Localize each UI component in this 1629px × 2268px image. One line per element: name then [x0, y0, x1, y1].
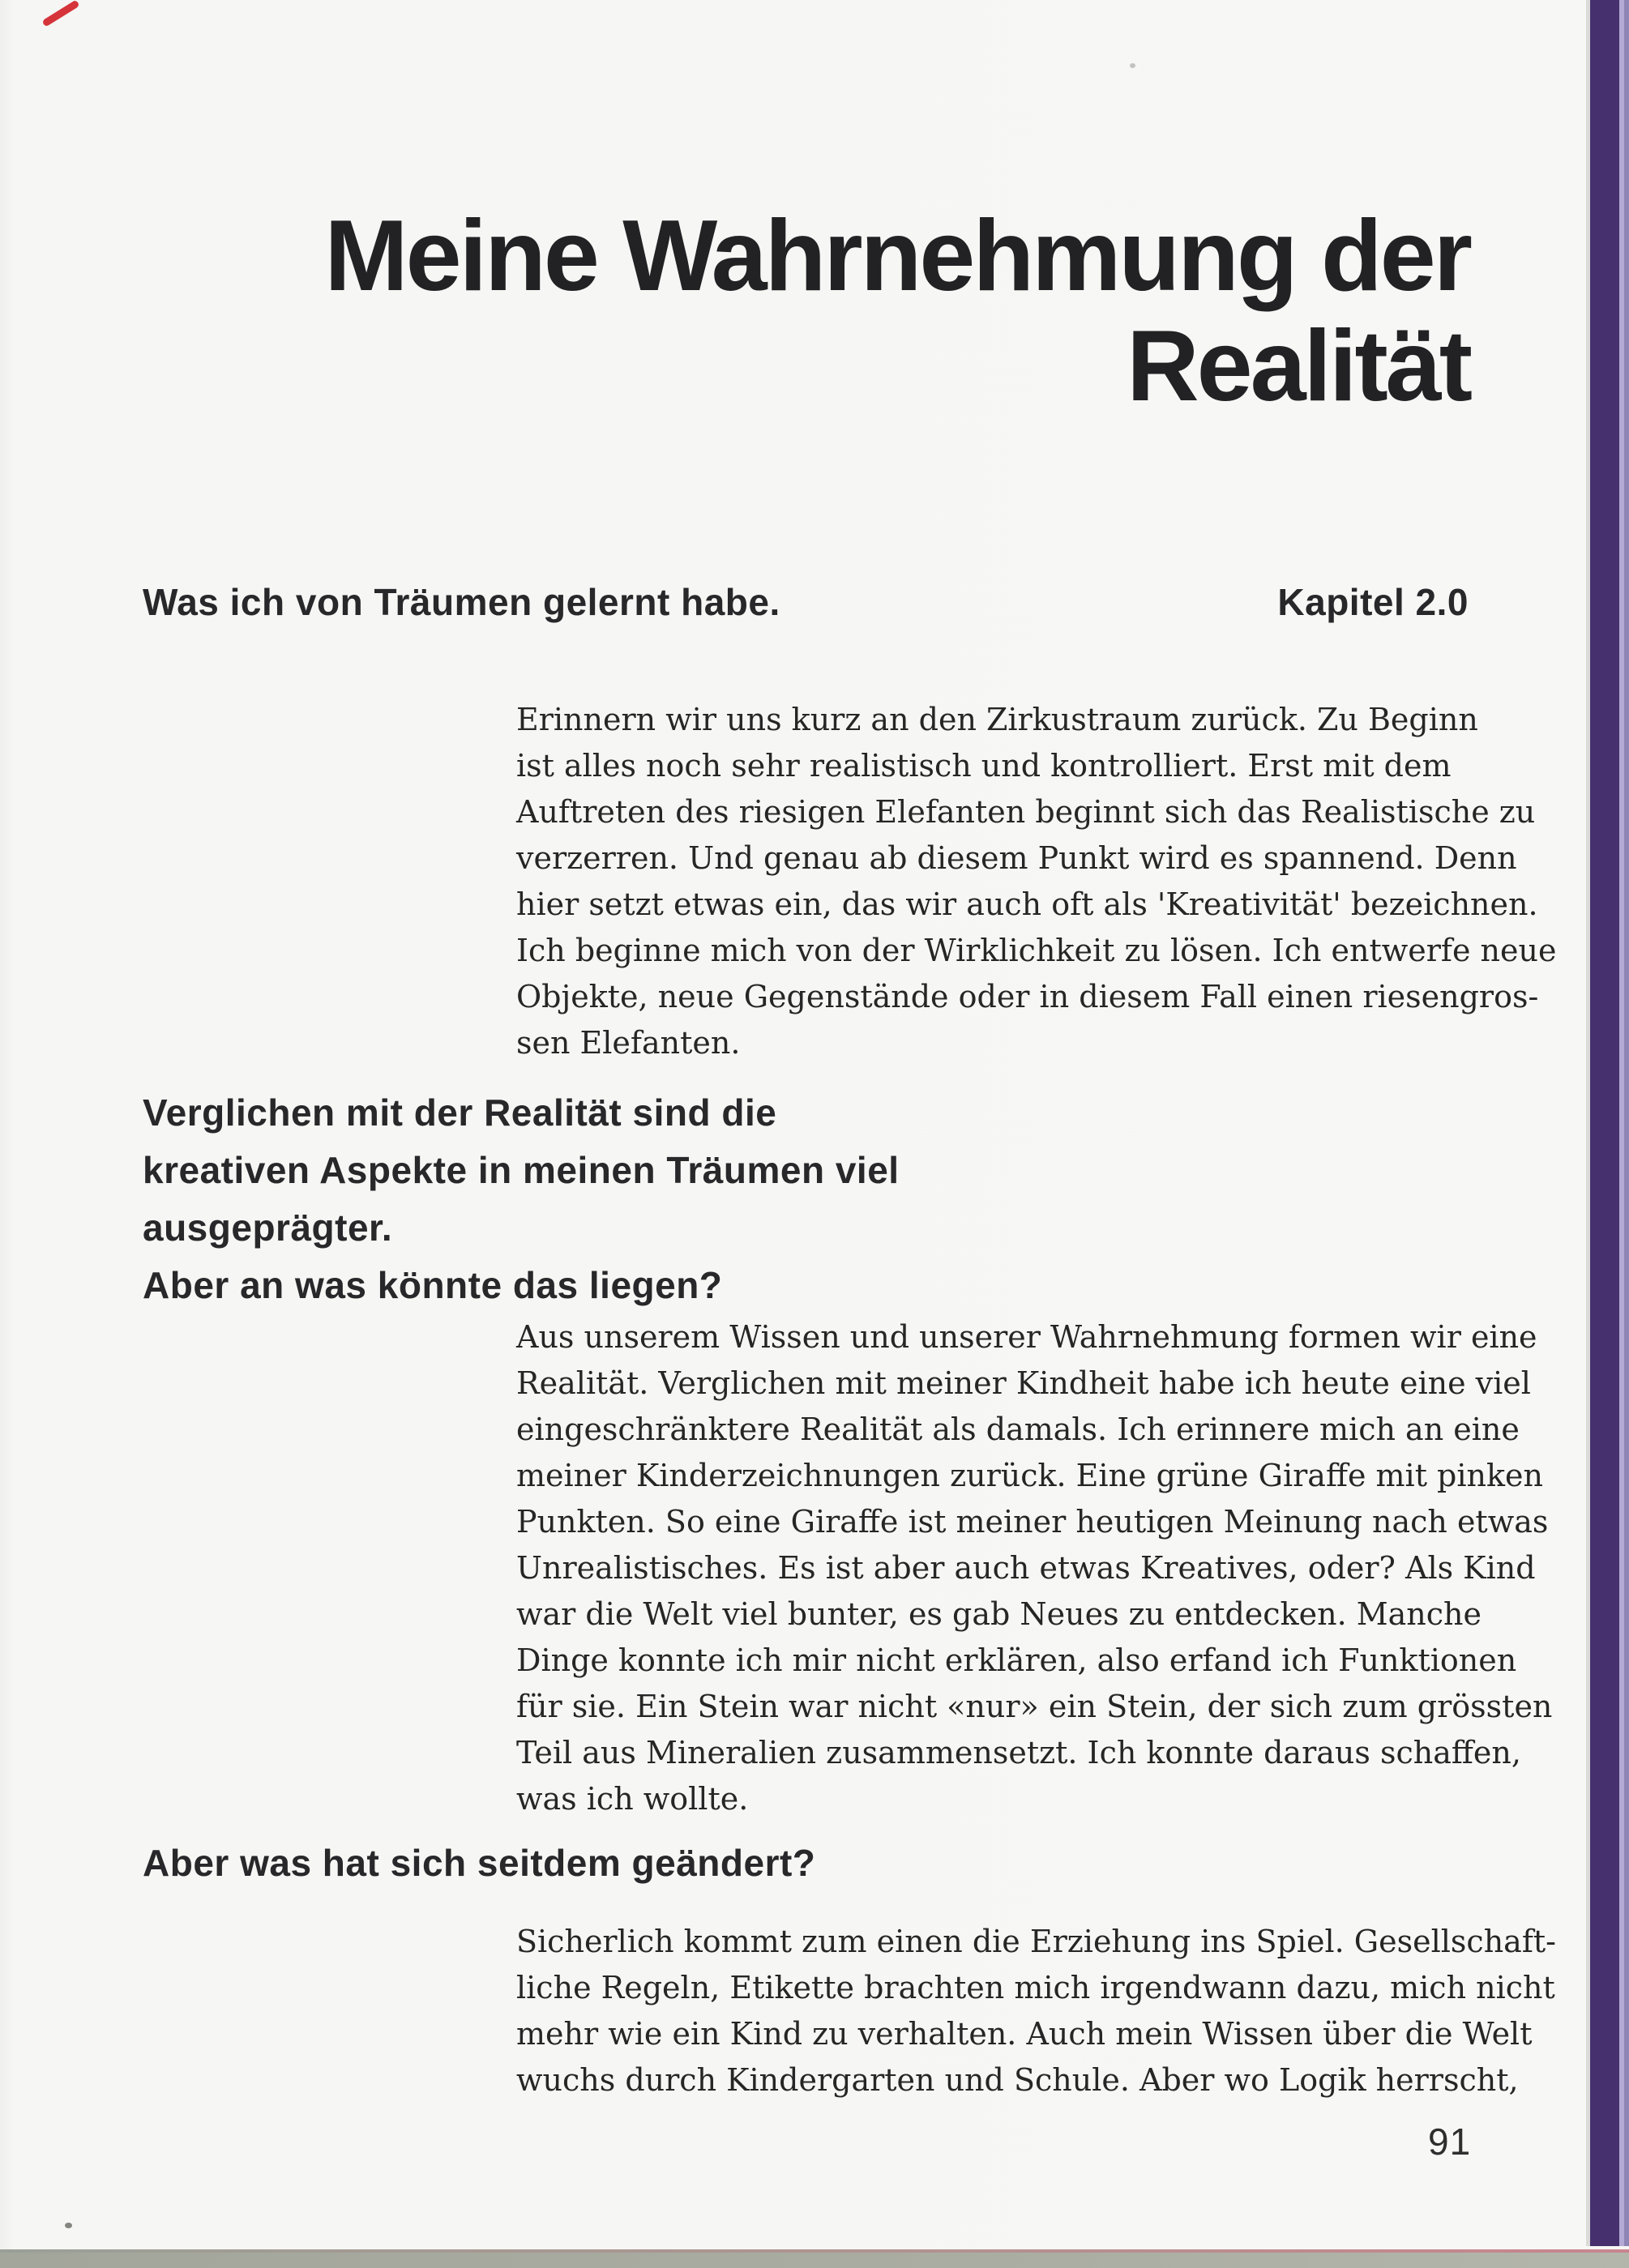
chapter-title [122, 201, 1470, 421]
text-line: Ich beginne mich von der Wirklichkeit zu lösen. Ich entwerfe neue [516, 933, 1557, 968]
text-line: Auftreten des riesigen Elefanten beginnt sich das Realistische zu [516, 794, 1536, 830]
text-line: verzerren. Und genau ab diesem Punkt wird es spannend. Denn [516, 840, 1517, 876]
chapter-number-label: Kapitel 2.0 [1277, 581, 1469, 623]
text-line: Teil aus Mineralien zusammensetzt. Ich konnte daraus schaffen, [516, 1735, 1521, 1770]
cover-spine-dark-stripe [1590, 0, 1619, 2246]
text-line: meiner Kinderzeichnungen zurück. Eine grüne Giraffe mit pinken [516, 1458, 1543, 1493]
text-line: was ich wollte. [516, 1781, 749, 1817]
text-line: Realität [1127, 310, 1470, 422]
paragraph-upbringing [516, 1919, 1557, 2104]
dust-speck [65, 2223, 72, 2228]
claim-heading [143, 1084, 1386, 1314]
text-line: Erinnern wir uns kurz an den Zirkustraum zurück. Zu Beginn [516, 702, 1478, 737]
text-line: hier setzt etwas ein, das wir auch oft als 'Kreativität' bezeichnen. [516, 886, 1538, 922]
kicker-left-text: Was ich von Träumen gelernt habe. [143, 581, 780, 623]
paragraph-knowledge-reality [516, 1314, 1553, 1822]
text-line: Verglichen mit der Realität sind die [143, 1091, 777, 1134]
text-line: mehr wie ein Kind zu verhalten. Auch mein Wissen über die Welt [516, 2016, 1533, 2052]
text-line: für sie. Ein Stein war nicht «nur» ein Stein, der sich zum grössten [516, 1689, 1553, 1724]
scan-bottom-gray-band [0, 2253, 1629, 2268]
text-line: sen Elefanten. [516, 1025, 741, 1061]
red-pen-mark [41, 0, 79, 28]
text-line: Punkten. So eine Giraffe ist meiner heutigen Meinung nach etwas [516, 1504, 1549, 1540]
text-line: ausgeprägter. [143, 1207, 393, 1249]
paragraph-dream-recall [516, 697, 1557, 1066]
text-line: Sicherlich kommt zum einen die Erziehung ins Spiel. Gesellschaft- [516, 1924, 1557, 1959]
cover-spine-outer-stripe [1624, 0, 1629, 2246]
text-line: Aber an was könnte das liegen? [143, 1264, 723, 1306]
text-line: Realität. Verglichen mit meiner Kindheit habe ich heute eine viel [516, 1365, 1531, 1401]
dust-speck [1130, 63, 1135, 68]
question-heading [143, 1841, 1386, 1885]
text-line: liche Regeln, Etikette brachten mich irgendwann dazu, mich nicht [516, 1970, 1555, 2005]
text-line: eingeschränktere Realität als damals. Ich erinnere mich an eine [516, 1412, 1520, 1447]
kicker-row [143, 580, 1469, 624]
text-line: Dinge konnte ich mir nicht erklären, also erfand ich Funktionen [516, 1642, 1517, 1678]
text-line: Unrealistisches. Es ist aber auch etwas Kreatives, oder? Als Kind [516, 1550, 1536, 1586]
text-line: ist alles noch sehr realistisch und kontrolliert. Erst mit dem [516, 748, 1452, 784]
text-line: Meine Wahrnehmung der [324, 200, 1470, 312]
page-number: 91 [1428, 2121, 1472, 2163]
text-line: wuchs durch Kindergarten und Schule. Aber wo Logik herrscht, [516, 2062, 1519, 2098]
text-line: Aus unserem Wissen und unserer Wahrnehmung formen wir eine [516, 1319, 1537, 1355]
text-line: war die Welt viel bunter, es gab Neues zu entdecken. Manche [516, 1596, 1482, 1632]
text-line: kreativen Aspekte in meinen Träumen viel [143, 1149, 900, 1191]
question-heading-text: Aber was hat sich seitdem geändert? [143, 1842, 816, 1884]
text-line: Objekte, neue Gegenstände oder in diesem Fall einen riesengros- [516, 979, 1539, 1014]
